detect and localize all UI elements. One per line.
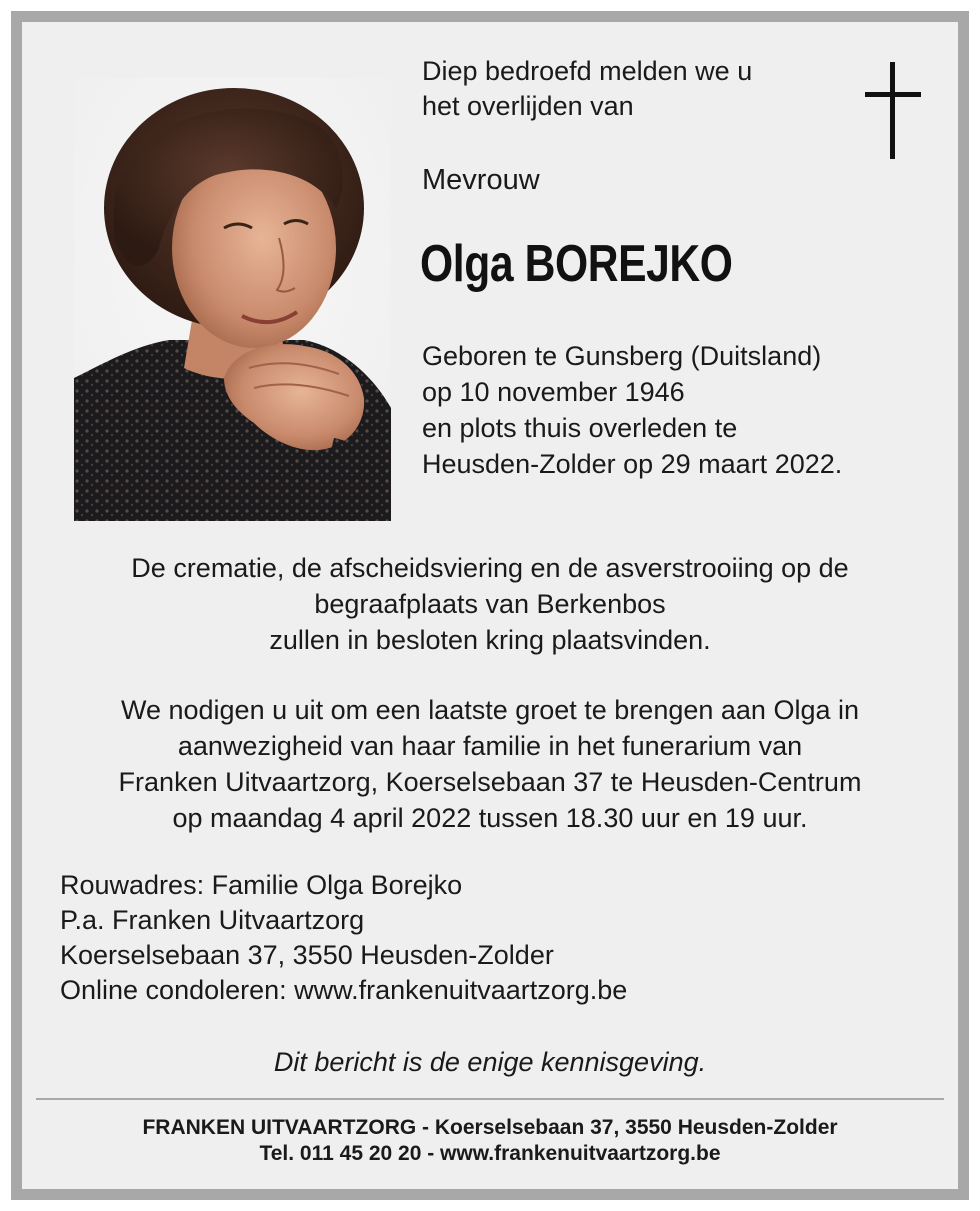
notice-text: Dit bericht is de enige kennisgeving. — [273, 1047, 707, 1077]
portrait-photo — [74, 78, 391, 521]
cremation-paragraph — [22, 550, 958, 658]
cremation-line-2: begraafplaats van Berkenbos — [314, 589, 666, 619]
address-line-2: P.a. Franken Uitvaartzorg — [60, 905, 365, 935]
cross-icon — [864, 62, 922, 159]
visit-line-2: aanwezigheid van haar familie in het funerarium van — [177, 731, 803, 761]
footer-line-1: FRANKEN UITVAARTZORG - Koerselsebaan 37, 3550 Heusden-Zolder — [142, 1116, 838, 1139]
intro-line-1: Diep bedroefd melden we u — [422, 56, 753, 86]
visit-line-1: We nodigen u uit om een laatste groet te brengen aan Olga in — [120, 695, 859, 725]
funeral-home-footer — [22, 1115, 958, 1167]
address-line-4: Online condoleren: www.frankenuitvaartzorg.be — [60, 975, 628, 1005]
intro-line-2: het overlijden van — [422, 91, 634, 121]
address-line-3: Koerselsebaan 37, 3550 Heusden-Zolder — [60, 940, 554, 970]
birth-line-2: op 10 november 1946 — [422, 377, 685, 407]
honorific: Mevrouw — [422, 164, 540, 196]
mourning-address — [60, 868, 920, 1008]
birth-death-details — [422, 338, 942, 482]
footer-line-2: Tel. 011 45 20 20 - www.frankenuitvaartzorg.be — [259, 1142, 721, 1165]
birth-line-4: Heusden-Zolder op 29 maart 2022. — [422, 449, 843, 479]
footer-divider — [36, 1098, 944, 1100]
visitation-paragraph — [22, 692, 958, 836]
address-line-1: Rouwadres: Familie Olga Borejko — [60, 870, 463, 900]
birth-line-3: en plots thuis overleden te — [422, 413, 738, 443]
cremation-line-1: De crematie, de afscheidsviering en de asverstrooiing op de — [131, 553, 849, 583]
birth-line-1: Geboren te Gunsberg (Duitsland) — [422, 341, 822, 371]
visit-line-4: op maandag 4 april 2022 tussen 18.30 uur en 19 uur. — [172, 803, 808, 833]
visit-line-3: Franken Uitvaartzorg, Koerselsebaan 37 te Heusden-Centrum — [118, 767, 862, 797]
cremation-line-3: zullen in besloten kring plaatsvinden. — [269, 625, 711, 655]
deceased-name: Olga BOREJKO — [420, 235, 733, 293]
intro-text — [422, 54, 842, 124]
